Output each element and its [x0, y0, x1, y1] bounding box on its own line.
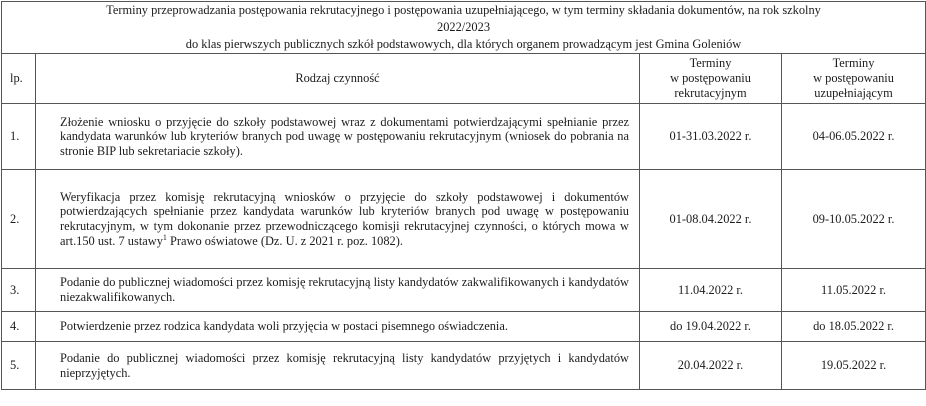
row-supplementary-date: 04-06.05.2022 r.: [782, 104, 926, 170]
row-supplementary-date: 09-10.05.2022 r.: [782, 170, 926, 269]
row-recruitment-date: 01-31.03.2022 r.: [640, 104, 782, 170]
header-activity: Rodzaj czynność: [36, 54, 640, 104]
footnote-marker: 1: [162, 232, 167, 242]
header-sup-line-3: uzupełniającym: [814, 86, 893, 100]
row-recruitment-date: 01-08.04.2022 r.: [640, 170, 782, 269]
row-number: 1.: [2, 104, 36, 170]
header-sup-line-1: Terminy: [832, 56, 875, 70]
title-line-2: do klas pierwszych publicznych szkół podstawowych, dla których organem prowadzącym jest Gmina Goleniów: [185, 37, 742, 51]
row-supplementary-date: 11.05.2022 r.: [782, 269, 926, 312]
row-description-text: Weryfikacja przez komisję rekrutacyjną wniosków o przyjęcie do szkoły podstawowej i dokumentów potwierdzających spełnianie przez kandydata warunków lub kryteriów branych pod uwagę w postępowaniu rekrutacyjnym, w tym dokonanie przez przewodniczącego komisji rekrutacyjnej czynności, o których mowa w art.150 ust. 7 ustawy: [60, 189, 629, 248]
row-description: Podanie do publicznej wiadomości przez komisję rekrutacyjną listy kandydatów zakwalifikowanych i kandydatów niezakwalifikowanych.: [36, 269, 640, 312]
table-row: [2, 342, 926, 390]
table-row: [2, 269, 926, 312]
header-recruitment-dates: [640, 54, 782, 104]
title-row: [2, 2, 926, 54]
row-number: 3.: [2, 269, 36, 312]
row-number: 4.: [2, 312, 36, 342]
header-rec-line-1: Terminy: [689, 56, 732, 70]
row-recruitment-date: 11.04.2022 r.: [640, 269, 782, 312]
row-recruitment-date: 20.04.2022 r.: [640, 342, 782, 390]
table-row: [2, 312, 926, 342]
table-title: [2, 2, 926, 54]
table-row: [2, 104, 926, 170]
row-description: Podanie do publicznej wiadomości przez komisję rekrutacyjną listy kandydatów przyjętych i kandydatów nieprzyjętych.: [36, 342, 640, 390]
row-description: Potwierdzenie przez rodzica kandydata woli przyjęcia w postaci pisemnego oświadczenia.: [36, 312, 640, 342]
title-line-1: Terminy przeprowadzania postępowania rekrutacyjnego i postępowania uzupełniającego, w tym terminy składania dokumentów, na rok szkolny 2022/2023: [106, 3, 821, 34]
row-description-text-end: Prawo oświatowe (Dz. U. z 2021 r. poz. 1082).: [166, 233, 403, 248]
header-row: [2, 54, 926, 104]
row-supplementary-date: do 18.05.2022 r.: [782, 312, 926, 342]
row-supplementary-date: 19.05.2022 r.: [782, 342, 926, 390]
row-number: 2.: [2, 170, 36, 269]
row-description: Złożenie wniosku o przyjęcie do szkoły podstawowej wraz z dokumentami potwierdzającymi spełnianie przez kandydata warunków lub kryteriów branych pod uwagę w postępowaniu rekrutacyjnym (wniosek do pobrania na stronie BIP lub sekretariacie szkoły).: [36, 104, 640, 170]
header-sup-line-2: w postępowaniu: [813, 71, 894, 85]
header-lp: lp.: [2, 54, 36, 104]
header-supplementary-dates: [782, 54, 926, 104]
row-recruitment-date: do 19.04.2022 r.: [640, 312, 782, 342]
header-rec-line-3: rekrutacyjnym: [674, 86, 747, 100]
row-number: 5.: [2, 342, 36, 390]
recruitment-schedule-table: [1, 1, 926, 390]
table-row: [2, 170, 926, 269]
row-description: [36, 170, 640, 269]
header-rec-line-2: w postępowaniu: [670, 71, 751, 85]
